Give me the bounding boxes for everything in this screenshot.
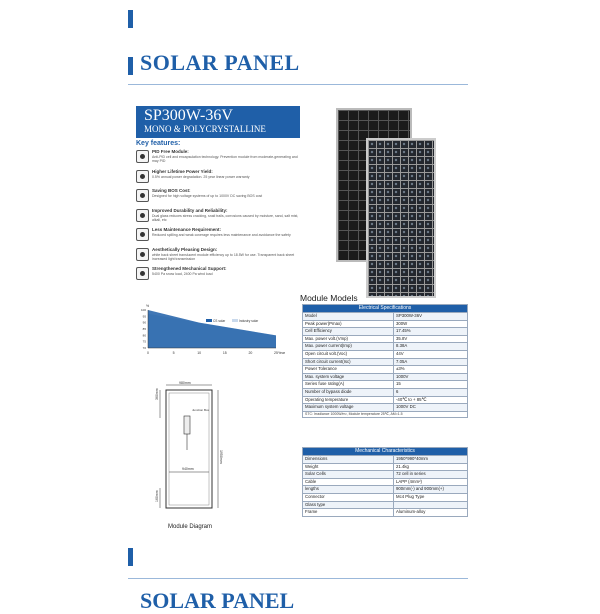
series-area <box>148 310 276 348</box>
spec-label: Series fuse rating(A) <box>303 381 394 389</box>
y-tick-label: 70 <box>142 346 146 350</box>
stc-note: STC: Irradiance 1000W/m², Module temperature 25℃, AM=1.5 <box>303 411 468 417</box>
spec-value: -40℃ to + 85℃ <box>394 396 468 404</box>
top-offset-label: 360mm <box>155 388 159 400</box>
feature-description: Anti-PID cell and encapsulation technology. Prevention module from moderate-generating and may PID <box>152 155 298 163</box>
key-features-title: Key features: <box>136 140 181 147</box>
x-tick-label: 25 <box>274 351 278 355</box>
spec-label: Solar Cells <box>303 471 394 479</box>
legend-swatch <box>232 319 238 322</box>
feature-icon <box>136 267 149 280</box>
spec-value: 21.4kg <box>394 463 468 471</box>
power-warranty-chart <box>136 300 296 360</box>
spec-value: Aluminum-alloy <box>394 509 468 517</box>
top-width-label: 980mm <box>179 381 191 385</box>
spec-value: 300W <box>394 320 468 328</box>
legend-label: Industry solar <box>239 319 259 323</box>
spec-row <box>303 320 468 328</box>
spec-row <box>303 381 468 389</box>
feature-description: 0.5% annual power degradation. 25 year linear power warranty <box>152 174 250 179</box>
spec-value: 1000V DC <box>394 404 468 412</box>
spec-label: Dimensions <box>303 456 394 464</box>
footer-title: SOLAR PANEL <box>140 588 295 613</box>
legend-swatch <box>206 319 212 322</box>
title-accent-bar <box>128 57 133 75</box>
spec-label: Number of bypass diode <box>303 388 394 396</box>
feature-heading: PID Free Module: <box>152 149 189 154</box>
spec-label: Cell Efficiency <box>303 328 394 336</box>
spec-value: 72 cell in series <box>394 471 468 479</box>
spec-row <box>303 471 468 479</box>
feature-heading: Saving BOS Cost: <box>152 188 191 193</box>
spec-label: Max. system voltage <box>303 373 394 381</box>
poly-panel-image <box>366 138 436 298</box>
y-tick-label: 90 <box>142 320 146 325</box>
junction-box <box>184 416 190 434</box>
spec-label: Cable <box>303 478 394 486</box>
spec-label: lengths <box>303 486 394 494</box>
spec-row <box>303 404 468 412</box>
mechanical-specs-table <box>302 447 468 517</box>
spec-row <box>303 350 468 358</box>
x-tick-label: 15 <box>222 351 227 355</box>
spec-value: 900mm(-) and 900mm(+) <box>394 486 468 494</box>
spec-value: ±3% <box>394 366 468 374</box>
spec-row <box>303 509 468 517</box>
x-tick-label: 20 <box>248 351 253 355</box>
spec-row <box>303 463 468 471</box>
spec-value: 15 <box>394 381 468 389</box>
feature-heading: Higher Lifetime Power Yield: <box>152 168 213 174</box>
spec-label: Glass type <box>303 501 394 509</box>
title-divider <box>128 84 468 85</box>
spec-value: 17.45% <box>394 328 468 336</box>
x-tick-label: 5 <box>172 351 175 355</box>
feature-description: 5400 Pa snow load, 2400 Pa wind load <box>152 272 213 276</box>
spec-label: Connector <box>303 493 394 501</box>
spec-label: Open circuit volt.(Voc) <box>303 350 394 358</box>
spec-row <box>303 388 468 396</box>
spec-value: 35.8V <box>394 335 468 343</box>
model-banner <box>136 106 300 138</box>
feature-item <box>136 266 306 286</box>
feature-icon <box>136 170 149 183</box>
page-title: SOLAR PANEL <box>140 50 300 75</box>
module-models-title: Module Models <box>300 293 358 303</box>
feature-heading: Aesthetically Pleasing Design: <box>152 246 218 252</box>
spec-value: Mc4 Plug Type <box>394 493 468 501</box>
datasheet-page <box>128 0 468 613</box>
bottom-offset-label: 160mm <box>155 490 159 502</box>
feature-item <box>136 247 306 267</box>
y-tick-label: 80 <box>142 333 146 338</box>
spec-value: 44V <box>394 350 468 358</box>
spec-row <box>303 373 468 381</box>
feature-description: Reduced spilling and weak coverage requires less maintenance and avoidance the safety <box>152 233 291 237</box>
feature-description: Dual glass reduces stress cracking, snail trails, corrosions caused by moisture, sand, salt mist, alkali, etc <box>152 213 299 222</box>
module-diagram <box>146 378 266 528</box>
spec-label: Weight <box>303 463 394 471</box>
legend-label: CS solar <box>213 319 226 323</box>
feature-item <box>136 169 306 189</box>
feature-description: Designed for high voltage systems of up to 1000V DC saving BOS cost <box>152 194 263 198</box>
electrical-specs-header: Electrical Specifications <box>303 305 468 313</box>
mechanical-specs-header: Mechanical Characteristics <box>303 448 468 456</box>
spec-row <box>303 335 468 343</box>
y-tick-label: 75 <box>142 339 146 344</box>
spec-label: Power Tolerance <box>303 366 394 374</box>
feature-icon <box>136 209 149 222</box>
feature-description: white back sheet translucent module efficiency up to 18.5W for use. Transparent back sheet increased light transmission <box>152 252 295 261</box>
inner-width-label: 940mm <box>182 467 194 471</box>
spec-label: Operating temperature <box>303 396 394 404</box>
spec-label: Peak power(Pmax) <box>303 320 394 328</box>
spec-value: SP300W-36V <box>394 313 468 321</box>
feature-item <box>136 208 306 228</box>
electrical-specs-table <box>302 304 468 418</box>
spec-row <box>303 486 468 494</box>
bottom-divider <box>128 578 468 579</box>
spec-row <box>303 313 468 321</box>
spec-value: 7.05A <box>394 358 468 366</box>
module-diagram-title: Module Diagram <box>168 524 213 530</box>
feature-item <box>136 149 306 169</box>
feature-icon <box>136 248 149 261</box>
junction-box-label: Junction Box <box>192 408 210 412</box>
feature-heading: Improved Durability and Reliability: <box>152 207 228 213</box>
spec-row <box>303 493 468 501</box>
model-name: SP300W-36V <box>144 107 233 124</box>
spec-row <box>303 501 468 509</box>
feature-heading: Less Maintenance Requirement: <box>152 227 222 232</box>
spec-label: Model <box>303 313 394 321</box>
spec-value: 8.38A <box>394 343 468 351</box>
y-tick-label: 100 <box>140 308 146 312</box>
spec-label: Max. power current(Imp) <box>303 343 394 351</box>
spec-value <box>394 501 468 509</box>
x-tick-label: 0 <box>147 351 149 355</box>
spec-value: 1950*990*40mm <box>394 456 468 464</box>
feature-item <box>136 227 306 247</box>
spec-row <box>303 358 468 366</box>
spec-label: Max. power volt.(Vmp) <box>303 335 394 343</box>
spec-row <box>303 478 468 486</box>
spec-row <box>303 343 468 351</box>
x-axis-label: Year <box>278 351 286 355</box>
accent-bar <box>128 10 133 28</box>
y-tick-label: 95 <box>142 314 146 319</box>
spec-row <box>303 396 468 404</box>
spec-row <box>303 366 468 374</box>
spec-value: LAPP (4mm²) <box>394 478 468 486</box>
y-tick-label: 85 <box>142 327 146 331</box>
stc-note-row <box>303 411 468 417</box>
feature-icon <box>136 189 149 202</box>
spec-row <box>303 456 468 464</box>
solar-panel-photo <box>328 108 468 298</box>
spec-value: 1000V <box>394 373 468 381</box>
spec-label: Short circuit current(Isc) <box>303 358 394 366</box>
spec-label: Frame <box>303 509 394 517</box>
accent-bar-bottom <box>128 548 133 566</box>
feature-icon <box>136 150 149 163</box>
spec-row <box>303 328 468 336</box>
spec-label: Maximum system voltage <box>303 404 394 412</box>
feature-item <box>136 188 306 208</box>
spec-value: 6 <box>394 388 468 396</box>
feature-heading: Strengthened Mechanical Support: <box>152 266 227 271</box>
model-type: MONO & POLYCRYSTALLINE <box>144 124 266 134</box>
x-tick-label: 10 <box>197 351 202 355</box>
height-label: 1950mm <box>219 450 223 464</box>
feature-icon <box>136 228 149 241</box>
y-axis-label: % <box>146 304 150 308</box>
